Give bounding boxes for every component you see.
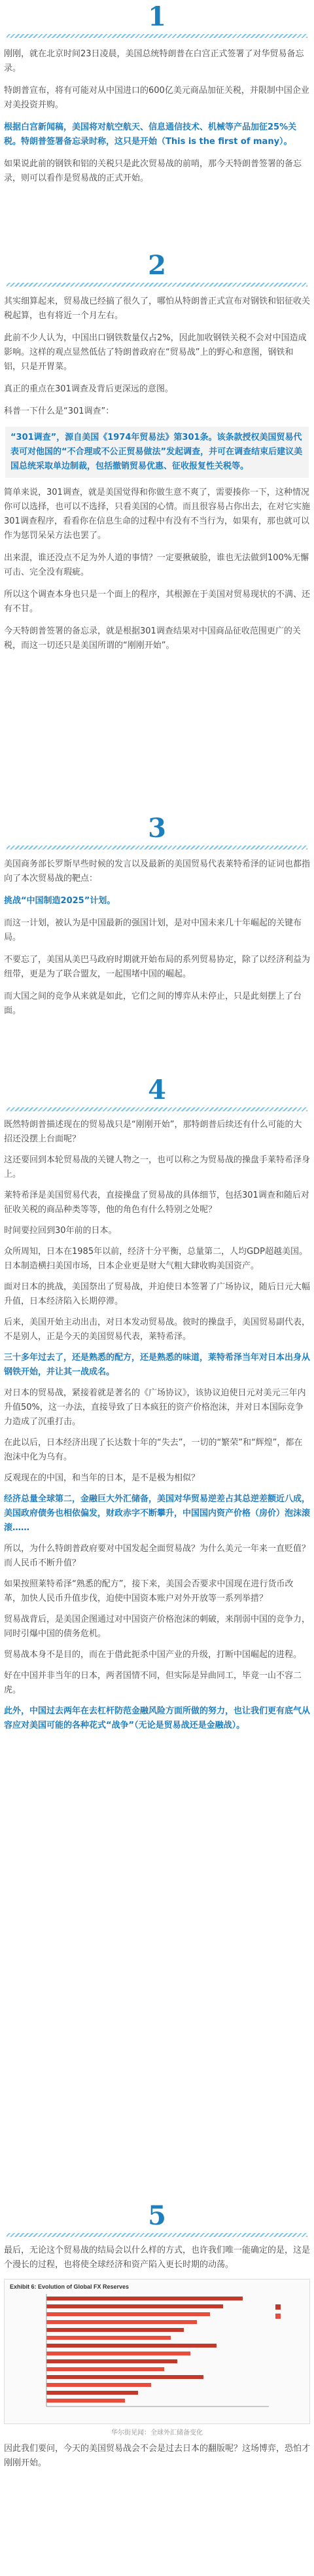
paragraph: 刚刚，就在北京时间23日凌晨，美国总统特朗普在白宫正式签署了对华贸易备忘录。 [4, 49, 304, 73]
divider [7, 34, 307, 38]
paragraph: 而大国之间的竞争从来就是如此，它们之间的博弈从未停止，只是此刻摆上了台面。 [4, 992, 302, 1016]
paragraph: 出来混，谁还没点不足为外人道的事情？一定要揪破脸，谁也无法做到100%无懈可击、完全没有瑕疵。 [4, 553, 309, 577]
paragraph: 后来，美国开始主动出击，对日本发动贸易战。彼时的操盘手，美国贸易副代表，不是别人，正是今天的美国贸易代表，莱特希泽。 [4, 1317, 311, 1342]
paragraph: 如果按照莱特希泽“熟悉的配方”，接下来，美国会否要求中国现在进行货币改革，加快人民币升值步伐，迫使中国资本账户对外开放等一系列举措？ [4, 1579, 294, 1603]
fx-reserves-chart-image [4, 2279, 310, 2424]
divider [7, 2233, 307, 2237]
section-number: 4 [148, 1075, 166, 1105]
paragraph: 既然特朗普描述现在的贸易战只是“刚刚开始”，那特朗普后续还有什么可能的大招还没摆上台面呢？ [4, 1120, 302, 1144]
paragraph: 贸易战本身不是目的，而在于借此扼杀中国产业的升级，打断中国崛起的进程。 [4, 1650, 302, 1660]
paragraph: 众所周知，日本在1985年以前，经济十分平衡，总量第二，人均GDP超越美国。日本制造横扫美国市场，日本企业更是财大气粗大肆收购美国资产。 [4, 1247, 308, 1271]
chart-bar [46, 2336, 171, 2340]
paragraph: 最后，无论这个贸易战的结局会以什么样的方式，也许我们唯一能确定的是，这是个漫长的过程，也将使全球经济和资产陷入更长时期的动荡。 [4, 2245, 311, 2270]
paragraph: 真正的重点在301调查及背后更深远的意图。 [4, 384, 173, 394]
paragraph: 美国商务部长罗斯早些时候的发言以及最新的美国贸易代表莱特希泽的证词也都指向了本次贸易战的靶点： [4, 859, 311, 884]
paragraph: 科普一下什么是“301调查”： [4, 406, 114, 416]
paragraph: 简单来说，301调查，就是美国觉得和你做生意不爽了，需要揍你一下，这种情况你可以选择，也可以不选择，只看美国的心情。而且很容易占你出去，在对它实施301调查程序，看看你在信息生命的过程中有没有不当行为，如果有，那也就可以作为惩罚呆呆方法也罢了。 [4, 488, 311, 541]
paragraph: 反观现在的中国，和当年的日本，是不是极为相似？ [4, 1473, 200, 1483]
highlight-paragraph: 挑战“中国制造2025”计划。 [4, 896, 116, 906]
chart-bar [46, 2383, 151, 2387]
highlight-paragraph: 经济总量全球第二，金融巨大外汇储备，美国对华贸易逆差占其总逆差额近八成，美国政府债务也相依偏发，财政赤字不断攀升，中国国内资产价格（房价）泡沫滚滚…… [4, 1494, 311, 1533]
paragraph: 好在中国并非当年的日本，两者国情不同，但实际是异曲同工，毕竟一山不容二虎。 [4, 1671, 302, 1695]
paragraph: 所以这个调查本身也只是一个面上的程序，其根源在于美国对贸易现状的不满、还有不甘。 [4, 590, 311, 614]
divider [7, 846, 307, 850]
divider [7, 283, 307, 287]
paragraph: 如果说此前的钢铁和铝的关税只是此次贸易战的前哨，那今天特朗普签署的备忘录，则可以看作是贸易战的正式开始。 [4, 159, 302, 183]
section-5 [0, 2199, 314, 2471]
chart-caption: 华尔街见闻：全球外汇储备变化 [111, 2429, 203, 2437]
section-number: 3 [148, 813, 166, 844]
chart-bar [46, 2375, 203, 2379]
chart-bar [46, 2312, 210, 2316]
chart-bar [46, 2367, 164, 2371]
section-3 [0, 812, 314, 1018]
paragraph: 这还要回到本轮贸易战的关键人物之一，也可以称之为贸易战的操盘手莱特希泽身上。 [4, 1155, 311, 1179]
chart-bar [46, 2391, 138, 2395]
paragraph: 不要忘了，美国从美巴马政府时期就开始布局的系列贸易协定，除了以经济利益为纽带，更是为了联合盟友，一起围堵中国的崛起。 [4, 955, 311, 979]
paragraph: 在此以后，日本经济出现了长达数十年的“失去”，一切的“繁荣”和“辉煌”，都在泡沫中化为乌有。 [4, 1438, 303, 1462]
paragraph: 面对日本的挑战，美国祭出了贸易战，并迫使日本签署了广场协议，随后日元大幅升值，日本经济陷入长期停滞。 [4, 1282, 311, 1306]
paragraph: 贸易战背后，是美国企图通过对中国资产价格泡沫的刺破，来削弱中国的竞争力，同时引爆中国的债务危机。 [4, 1615, 311, 1639]
chart-bar [46, 2328, 184, 2332]
section-4 [0, 1073, 314, 1733]
paragraph: 时间要拉回到30年前的日本。 [4, 1226, 117, 1236]
paragraph: 此前不少人认为，中国出口钢铁数量仅占2%，因此加收钢铁关税不会对中国造成影响。这样的观点显然低估了特朗普政府在“贸易战”上的野心和意图，钢铁和铝，只是开胃菜。 [4, 333, 307, 372]
bar-chart-graphic [7, 2291, 308, 2422]
paragraph: 今天特朗普签署的备忘录，就是根据301调查结果对中国商品征收范围更广的关税，而这一切还只是美国所谓的“刚刚开始”。 [4, 626, 301, 651]
section-number: 1 [148, 1, 166, 32]
chart-bar [46, 2399, 125, 2403]
legend-swatch [275, 2304, 281, 2310]
chart-bar [46, 2320, 197, 2324]
legend-swatch [275, 2314, 281, 2319]
section-number: 2 [148, 250, 166, 281]
paragraph: 所以，为什么特朗普政府要对中国发起全面贸易战？为什么美元一年来一直贬值？而人民币不断升值？ [4, 1544, 311, 1568]
chart-title: Exhibit 6: Evolution of Global FX Reserves [10, 2283, 130, 2290]
paragraph: 对日本的贸易战，紧接着就是著名的《广场协议》，该协议迫使日元对美元三年内升值50%，这一办法，直接导致了日本疯狂的资产价格泡沫，并对日本国际竞争力造成了沉重打击。 [4, 1388, 306, 1427]
section-2 [0, 249, 314, 653]
paragraph: 因此我们要问，今天的美国贸易战会不会是过去日本的翻版呢？这场博弈，恐怕才刚刚开始。 [4, 2444, 311, 2468]
paragraph: 特朗普宣布，将有可能对从中国进口的600亿美元商品加征关税，并限制中国企业对美投资并购。 [4, 86, 309, 110]
chart-bar [46, 2344, 217, 2348]
quote-text: “301调查”，源自美国《1974年贸易法》第301条。该条款授权美国贸易代表可对他国的“不合理或不公正贸易做法”发起调查，并可在调查结束后建议美国总统采取单边制裁，包括撤销贸易优惠、征收报复性关税等。 [10, 433, 303, 471]
highlight-paragraph: 三十多年过去了，还是熟悉的配方，还是熟悉的味道，莱特希泽当年对日本出身从钢铁开始，并让其一战成名。 [4, 1353, 311, 1377]
paragraph: 其实细算起来，贸易战已经搞了很久了，哪怕从特朗普正式宣布对钢铁和铝征收关税起算，也有将近一个月左右。 [4, 296, 311, 321]
section-1 [0, 0, 314, 186]
divider [7, 1107, 307, 1111]
highlight-paragraph: 此外，中国过去两年在去杠杆防范金融风险方面所做的努力，也让我们更有底气从容应对美国可能的各种花式“战争”（无论是贸易战还是金融战）。 [4, 1706, 311, 1730]
chart-bar [46, 2297, 243, 2300]
chart-bar [46, 2352, 190, 2355]
section-number: 5 [148, 2200, 166, 2231]
paragraph: 而这一计划，被认为是中国最新的强国计划，是对中国未来几十年崛起的关键布局。 [4, 918, 302, 942]
paragraph: 莱特希泽是美国贸易代表，直接操盘了贸易战的具体细节，包括301调查和随后对征收关税的商品种类等等，他的角色有什么特别之处呢？ [4, 1190, 309, 1215]
highlight-paragraph: 根据白宫新闻稿，美国将对航空航天、信息通信技术、机械等产品加征25%关税。特朗普签署备忘录时称，这只是开始（This is the first of many）。 [4, 122, 297, 147]
chart-bar [46, 2304, 223, 2308]
chart-bar [46, 2359, 177, 2363]
definition-quote [5, 427, 309, 478]
